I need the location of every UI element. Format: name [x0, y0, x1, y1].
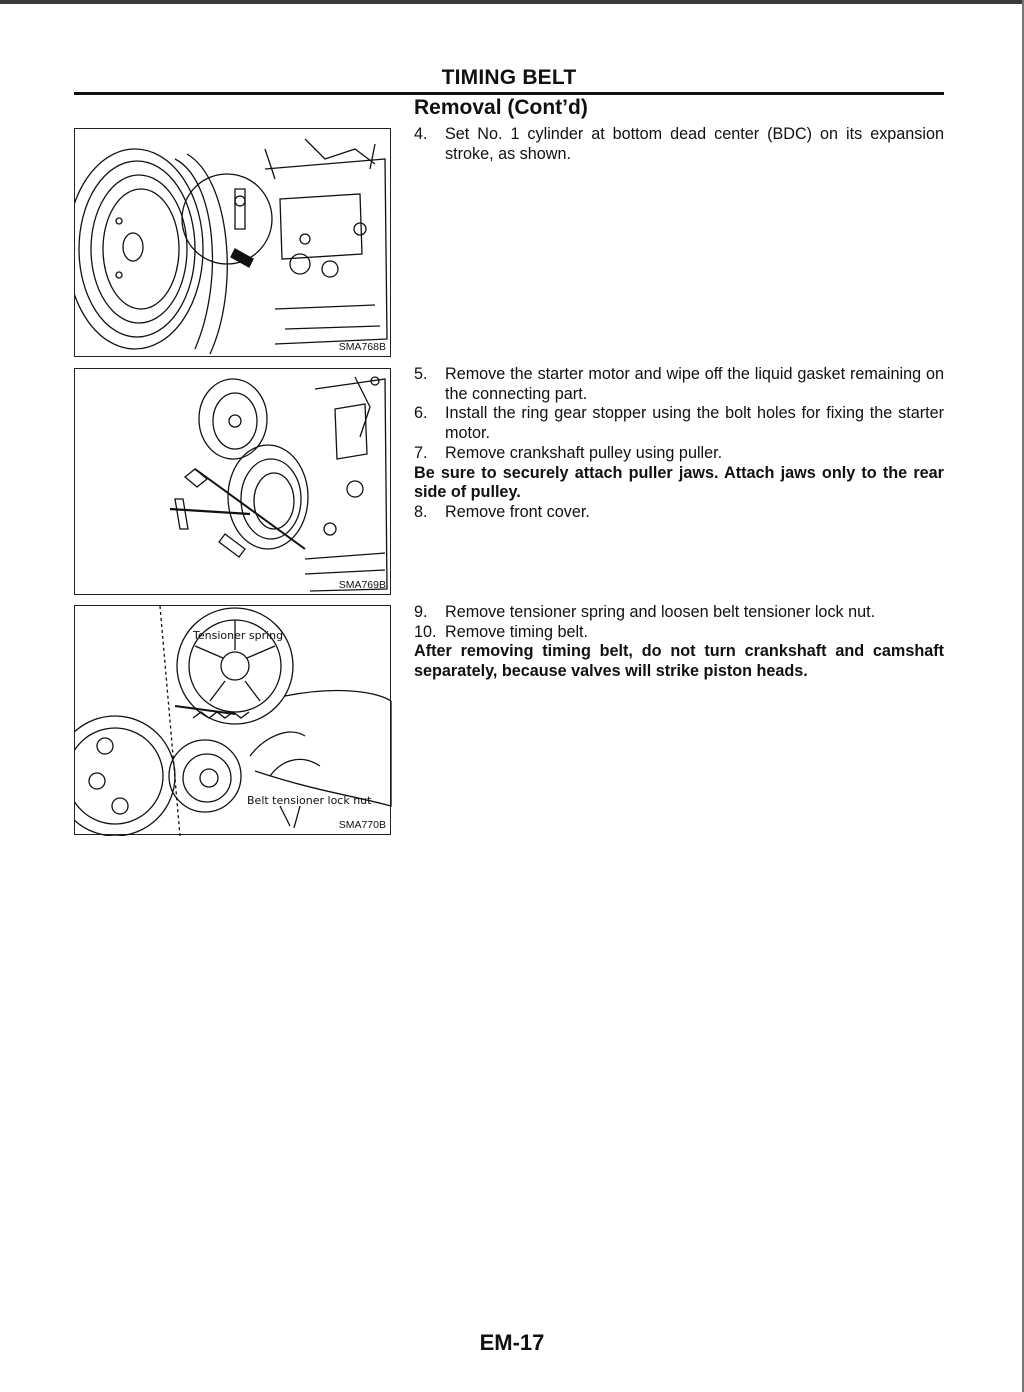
figure-belt-tensioner [74, 605, 391, 835]
step-text: Install the ring gear stopper using the bolt holes for fixing the starter motor. [445, 404, 944, 443]
figure-pulley-puller [74, 368, 391, 595]
step-number: 5. [414, 365, 428, 383]
section-title: Removal (Cont’d) [414, 96, 588, 119]
step-number: 9. [414, 603, 428, 621]
step-5 [414, 365, 944, 404]
step-text: Remove front cover. [445, 502, 590, 521]
step-4 [414, 125, 944, 164]
pulley-puller-illustration [75, 369, 392, 596]
step-number: 7. [414, 443, 428, 462]
figure-code: SMA768B [338, 341, 386, 353]
crank-pulley-illustration [75, 129, 392, 358]
step-6 [414, 404, 944, 443]
step-group-1 [414, 125, 944, 164]
tensioner-spring-label: Tensioner spring [193, 629, 284, 642]
step-text: Set No. 1 cylinder at bottom dead center (BDC) on its expansion stroke, as shown. [445, 125, 944, 163]
header-rule [74, 92, 944, 95]
page-header-title: TIMING BELT [441, 66, 577, 89]
step-8 [414, 503, 944, 523]
step-text: Remove crankshaft pulley using puller. [445, 443, 723, 462]
step-text: Remove tensioner spring and loosen belt tensioner lock nut. [445, 603, 876, 621]
step-text: Remove the starter motor and wipe off the liquid gasket remaining on the connecting part. [445, 365, 944, 403]
figure-code: SMA770B [338, 819, 386, 831]
caution-note-puller: Be sure to securely attach puller jaws. Attach jaws only to the rear side of pulley. [414, 463, 944, 502]
step-7 [414, 444, 944, 464]
figure-crank-pulley-bdc [74, 128, 391, 357]
page-number: EM-17 [479, 1330, 545, 1355]
step-number: 10. [414, 622, 437, 641]
step-10 [414, 623, 944, 643]
step-number: 4. [414, 125, 428, 143]
page-top-border [0, 0, 1024, 4]
figure-code: SMA769B [338, 579, 386, 591]
step-number: 6. [414, 404, 428, 423]
step-9 [414, 603, 944, 623]
step-group-3 [414, 603, 944, 682]
step-text: Remove timing belt. [445, 622, 589, 641]
belt-tensioner-illustration [75, 606, 392, 836]
belt-tensioner-lock-nut-label: Belt tensioner lock nut [247, 794, 372, 807]
step-group-2 [414, 365, 944, 523]
step-number: 8. [414, 502, 428, 521]
caution-note-timing-belt: After removing timing belt, do not turn crankshaft and camshaft separately, because valves will strike piston heads. [414, 642, 944, 681]
